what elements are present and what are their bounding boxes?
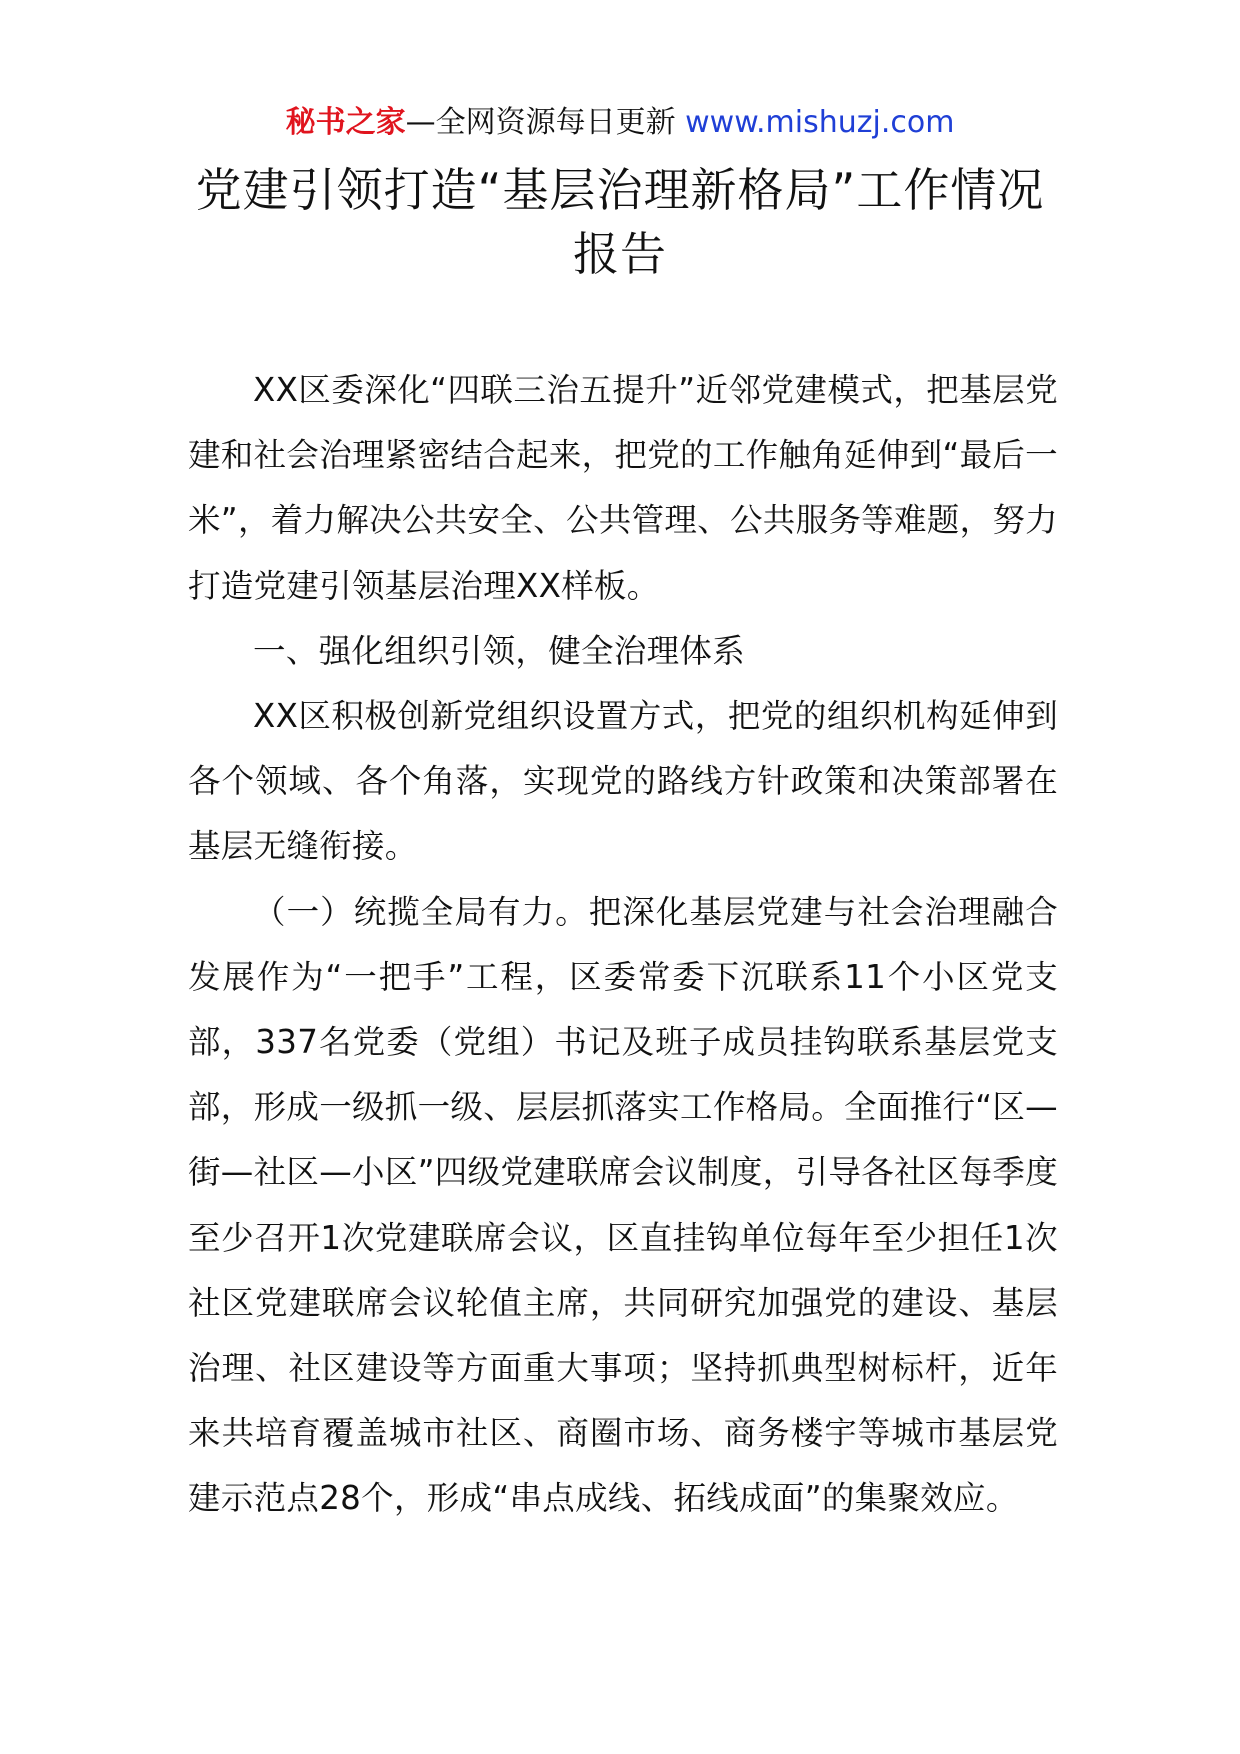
intro-paragraph: XX区委深化“四联三治五提升”近邻党建模式，把基层党建和社会治理紧密结合起来，把党的工作触角延伸到“最后一米”，着力解决公共安全、公共管理、公共服务等难题，努力打造党建引领基层治理XX样板。 (188, 371, 1058, 605)
body-paragraph: （一）统揽全局有力。把深化基层党建与社会治理融合发展作为“一把手”工程，区委常委下沉联系11个小区党支部，337名党委（党组）书记及班子成员挂钩联系基层党支部，形成一级抓一级、层层抓落实工作格局。全面推行“区—街—社区—小区”四级党建联席会议制度，引导各社区每季度至少召开1次党建联席会议，区直挂钩单位每年至少担任1次社区党建联席会议轮值主席，共同研究加强党的建设、基层治理、社区建设等方面重大事项；坚持抓典型树标杆，近年来共培育覆盖城市社区、商圈市场、商务楼宇等城市基层党建示范点28个，形成“串点成线、拓线成面”的集聚效应。 (188, 892, 1059, 1518)
document-body (188, 358, 1058, 1532)
section-heading: 一、强化组织引领，健全治理体系 (253, 631, 746, 670)
body-paragraph: XX区积极创新党组织设置方式，把党的组织机构延伸到各个领域、各个角落，实现党的路线方针政策和决策部署在基层无缝衔接。 (188, 697, 1058, 866)
site-brand: 秘书之家 (285, 105, 406, 140)
document-title: 党建引领打造“基层治理新格局”工作情况报告 (195, 163, 1045, 281)
site-header (0, 100, 1240, 146)
site-tagline: —全网资源每日更新 (405, 105, 676, 140)
site-url-link[interactable]: www.mishuzj.com (685, 105, 955, 140)
